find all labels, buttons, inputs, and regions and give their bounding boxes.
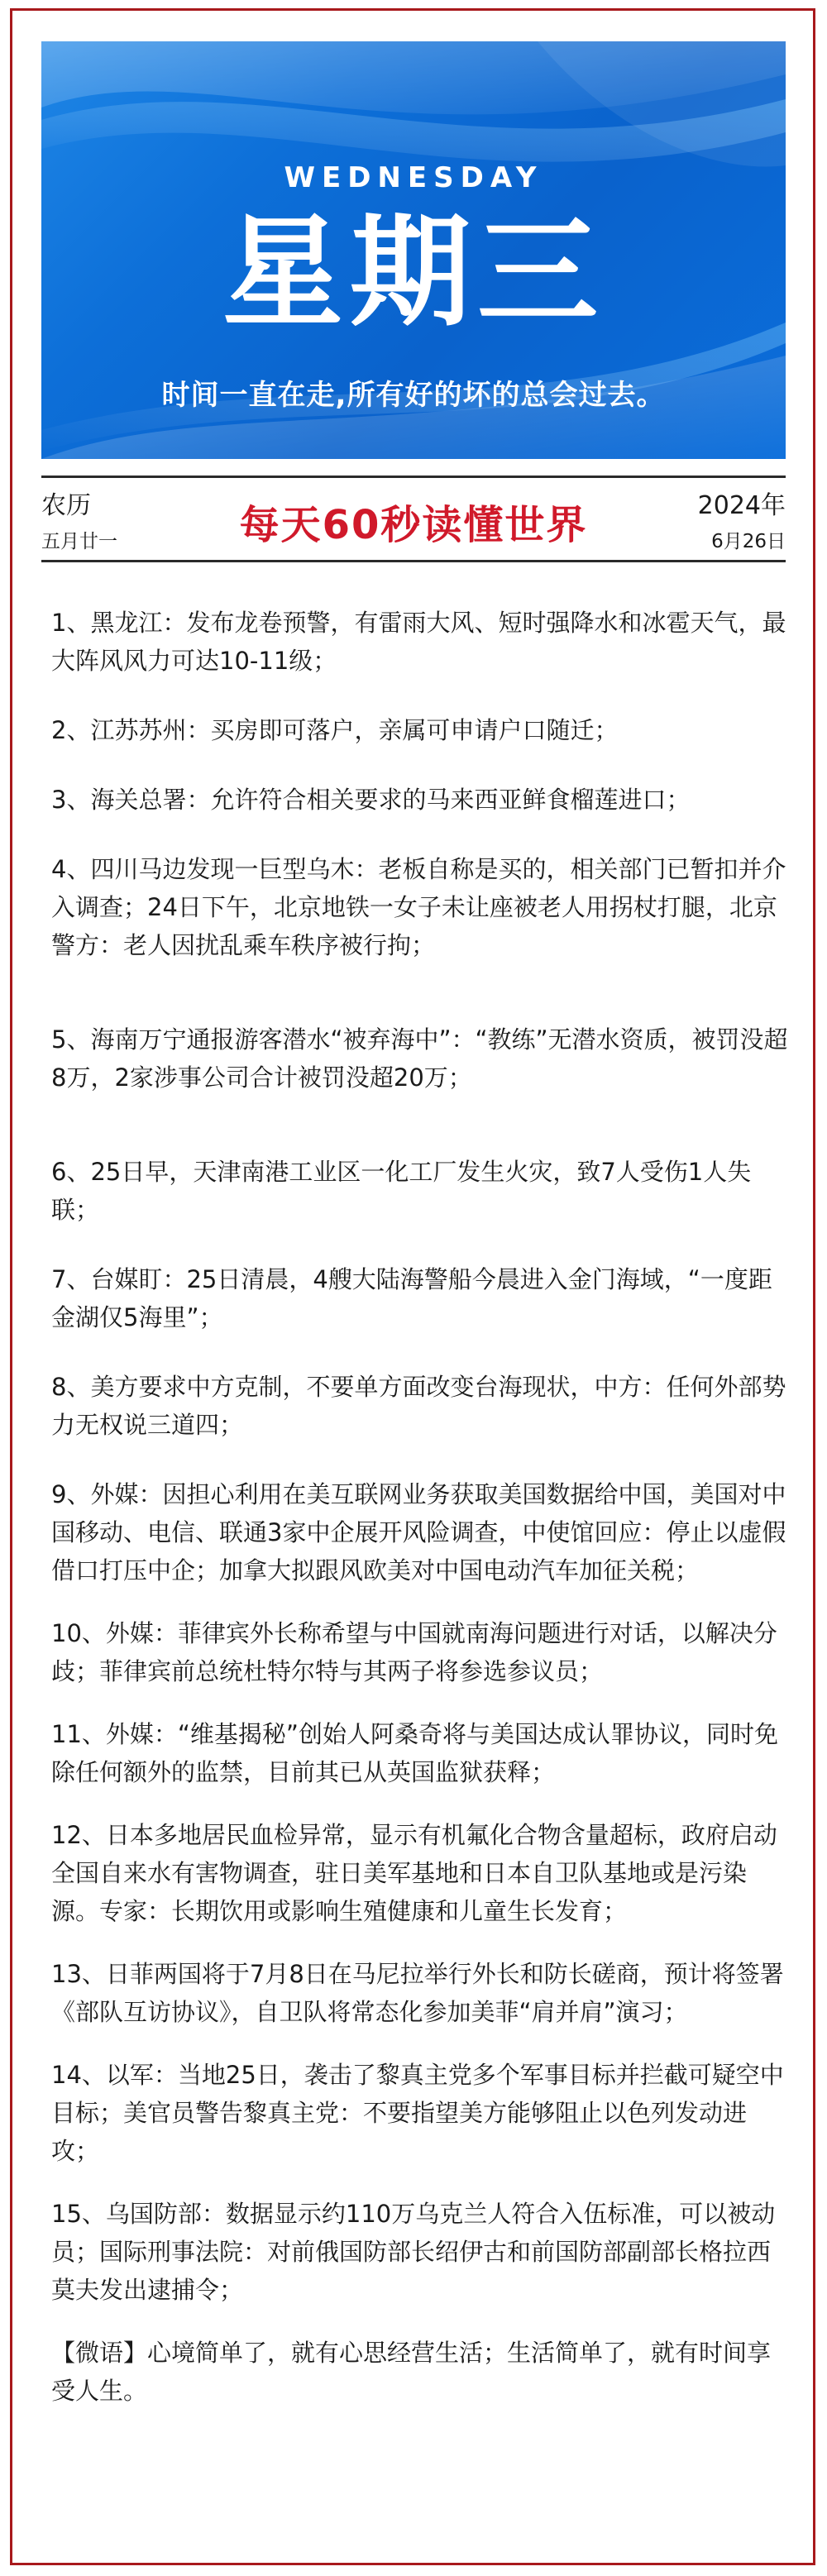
news-item-2: 2、江苏苏州：买房即可落户，亲属可申请户口随迁； [51,716,619,744]
news-item-6: 6、25日早，天津南港工业区一化工厂发生火灾，致7人受伤1人失联； [51,1158,752,1224]
day-label: 6月26日 [711,531,786,552]
weekday-chinese: 星期三 [222,203,605,343]
news-item-1: 1、黑龙江：发布龙卷预警，有雷雨大风、短时强降水和冰雹天气，最大阵风风力可达10-11级； [51,609,786,675]
news-item-11: 11、外媒：“维基揭秘”创始人阿桑奇将与美国达成认罪协议，同时免除任何额外的监禁，目前其已从英国监狱获释； [51,1720,778,1786]
news-item-7: 7、台媒盯：25日清晨，4艘大陆海警船今晨进入金门海域，“一度距金湖仅5海里”； [51,1265,772,1331]
news-item-3: 3、海关总署：允许符合相关要求的马来西亚鲜食榴莲进口； [51,786,691,814]
news-item-9: 9、外媒：因担心利用在美互联网业务获取美国数据给中国，美国对中国移动、电信、联通3家中企展开风险调查，中使馆回应：停止以虚假借口打压中企；加拿大拟跟风欧美对中国电动汽车加征关税； [51,1480,786,1584]
weekday-english: WEDNESDAY [284,161,543,194]
lunar-date: 五月廿一 [41,531,117,552]
daily-motto: 时间一直在走,所有好的坏的总会过去。 [161,379,666,412]
year-label: 2024年 [697,491,786,520]
news-item-13: 13、日菲两国将于7月8日在马尼拉举行外长和防长磋商，预计将签署《部队互访协议》，自卫队将常态化参加美菲“肩并肩”演习； [51,1960,784,2026]
news-item-5: 5、海南万宁通报游客潜水“被弃海中”：“教练”无潜水资质，被罚没超8万，2家涉事公司合计被罚没超20万； [51,1025,788,1092]
news-item-12: 12、日本多地居民血检异常，显示有机氟化合物含量超标，政府启动全国自来水有害物调查，驻日美军基地和日本自卫队基地或是污染源。专家：长期饮用或影响生殖健康和儿童生长发育； [51,1821,777,1925]
news-item-10: 10、外媒：菲律宾外长称希望与中国就南海问题进行对话，以解决分歧；菲律宾前总统杜特尔特与其两子将参选参议员； [51,1619,777,1685]
news-item-15: 15、乌国防部：数据显示约110万乌克兰人符合入伍标准，可以被动员；国际刑事法院：对前俄国防部长绍伊古和前国防部副部长格拉西莫夫发出逮捕令； [51,2200,776,2304]
page-title: 每天60秒读懂世界 [239,502,588,548]
news-item-4: 4、四川马边发现一巨型乌木：老板自称是买的，相关部门已暂扣并介入调查；24日下午，北京地铁一女子未让座被老人用拐杖打腿，北京警方：老人因扰乱乘车秩序被行拘； [51,855,786,959]
news-item-14: 14、以军：当地25日，袭击了黎真主党多个军事目标并拦截可疑空中目标；美官员警告黎真主党：不要指望美方能够阻止以色列发动进攻； [51,2061,784,2165]
weekday-banner [41,41,786,459]
news-list [51,604,791,2410]
lunar-label: 农历 [41,491,91,520]
date-bar [41,476,786,562]
daily-quote: 【微语】心境简单了，就有心思经营生活；生活简单了，就有时间享受人生。 [51,2339,772,2405]
news-item-8: 8、美方要求中方克制，不要单方面改变台海现状，中方：任何外部势力无权说三道四； [51,1373,786,1439]
